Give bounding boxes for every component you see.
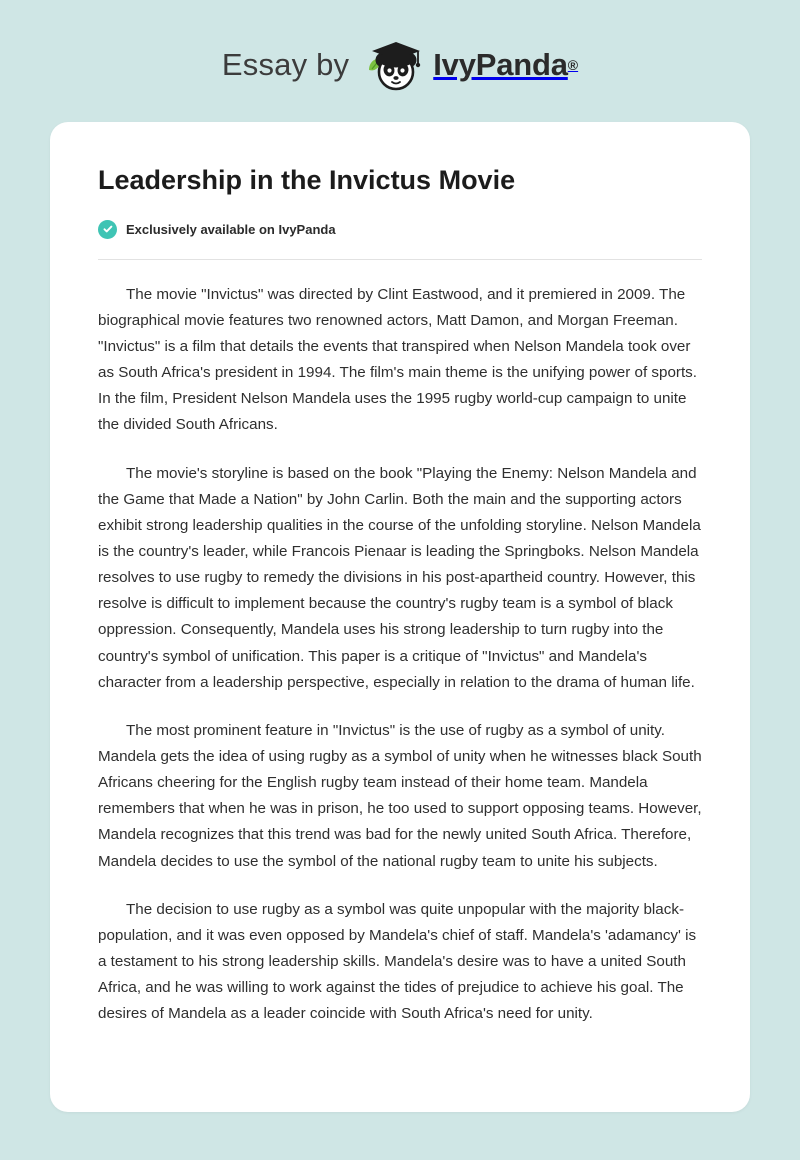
brand-logo-link[interactable] bbox=[363, 34, 578, 96]
header-divider bbox=[98, 259, 702, 260]
exclusive-badge bbox=[98, 220, 702, 239]
masthead bbox=[0, 0, 800, 122]
essay-card bbox=[50, 122, 750, 1112]
essay-paragraph: The movie's storyline is based on the book "Playing the Enemy: Nelson Mandela and the Game that Made a Nation" by John Carlin. Both the main and the supporting actors exhibit strong leadership qualities in the course of the unfolding storyline. Nelson Mandela is the country's leader, while Francois Pienaar is leading the Springboks. Nelson Mandela resolves to use rugby to remedy the divisions in his post-apartheid country. However, this resolve is difficult to implement because the country's rugby team is a symbol of black oppression. Consequently, Mandela uses his strong leadership to turn rugby into the country's symbol of unification. This paper is a critique of "Invictus" and Mandela's character from a leadership perspective, especially in relation to the drama of human life. bbox=[98, 464, 701, 691]
essay-paragraph: The most prominent feature in "Invictus" is the use of rugby as a symbol of unity. Mandela gets the idea of using rugby as a symbol of unity when he witnesses black South Africans cheering for the English rugby team instead of their home team. Mandela remembers that when he was in prison, he too used to support opposing teams. However, Mandela recognizes that this trend was bad for the newly united South Africa. Therefore, Mandela decides to use the symbol of the national rugby team to unite his subjects. bbox=[98, 721, 702, 870]
brand-name: IvyPanda bbox=[433, 47, 568, 82]
page-title: Leadership in the Invictus Movie bbox=[98, 165, 516, 195]
check-circle-icon bbox=[98, 220, 117, 239]
essay-paragraph: The decision to use rugby as a symbol was quite unpopular with the majority black-population, and it was even opposed by Mandela's chief of staff. Mandela's 'adamancy' is a testament to his strong leadership skills. Mandela's desire was to have a united South Africa, and he was willing to work against the tides of prejudice to achieve his goal. The desires of Mandela as a leader coincide with South Africa's need for unity. bbox=[98, 900, 697, 1023]
masthead-prefix: Essay by bbox=[221, 47, 350, 82]
brand-registered-mark: ® bbox=[567, 57, 579, 73]
panda-graduate-icon bbox=[363, 34, 425, 96]
essay-paragraph: The movie "Invictus" was directed by Clint Eastwood, and it premiered in 2009. The biographical movie features two renowned actors, Matt Damon, and Morgan Freeman. "Invictus" is a film that details the events that transpired when Nelson Mandela took over as South Africa's president in 1994. The film's main theme is the unifying power of sports. In the film, President Nelson Mandela uses the 1995 rugby world-cup campaign to unite the divided South Africans. bbox=[98, 285, 697, 434]
status-badge: Exclusively available on IvyPanda bbox=[126, 221, 336, 237]
